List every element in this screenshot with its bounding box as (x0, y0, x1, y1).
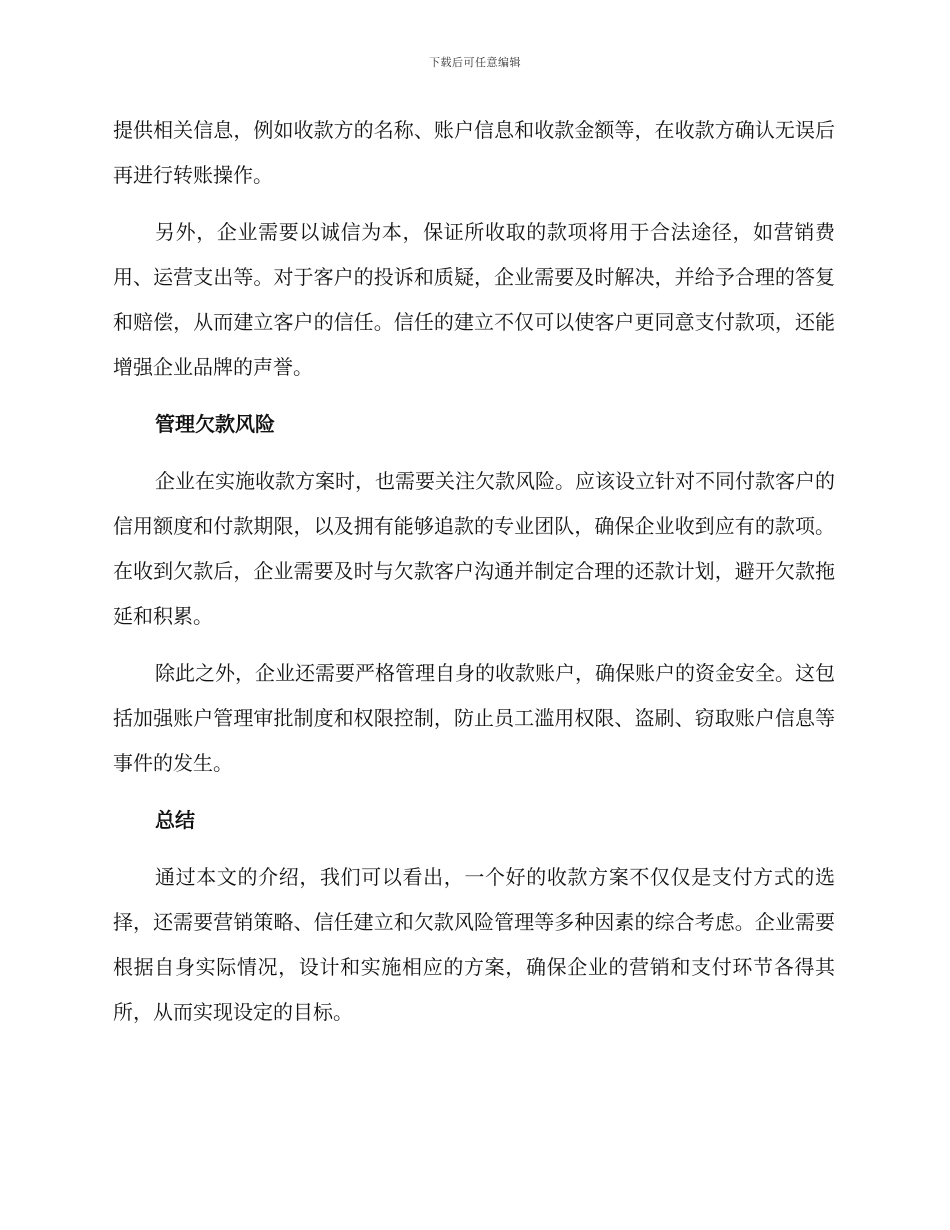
paragraph: 另外，企业需要以诚信为本，保证所收取的款项将用于合法途径，如营销费用、运营支出等。对于客户的投诉和质疑，企业需要及时解决，并给予合理的答复和赔偿，从而建立客户的信任。信任的建立不仅可以使客户更同意支付款项，还能增强企业品牌的声誉。 (113, 220, 835, 379)
section-heading-debt-risk: 管理欠款风险 (155, 412, 275, 436)
document-body (113, 108, 835, 1047)
paragraph: 企业在实施收款方案时，也需要关注欠款风险。应该设立针对不同付款客户的信用额度和付款期限，以及拥有能够追款的专业团队，确保企业收到应有的款项。在收到欠款后，企业需要及时与欠款客户沟通并制定合理的还款计划，避开欠款拖延和积累。 (113, 469, 835, 628)
paragraph: 通过本文的介绍，我们可以看出，一个好的收款方案不仅仅是支付方式的选择，还需要营销策略、信任建立和欠款风险管理等多种因素的综合考虑。企业需要根据自身实际情况，设计和实施相应的方案，确保企业的营销和支付环节各得其所，从而实现设定的目标。 (113, 865, 835, 1024)
section-heading-summary: 总结 (155, 808, 195, 832)
paragraph-continued: 提供相关信息，例如收款方的名称、账户信息和收款金额等，在收款方确认无误后再进行转账操作。 (113, 118, 835, 187)
paragraph: 除此之外，企业还需要严格管理自身的收款账户，确保账户的资金安全。这包括加强账户管理审批制度和权限控制，防止员工滥用权限、盗刷、窃取账户信息等事件的发生。 (113, 661, 835, 775)
page-header: 下载后可任意编辑 (429, 56, 521, 69)
